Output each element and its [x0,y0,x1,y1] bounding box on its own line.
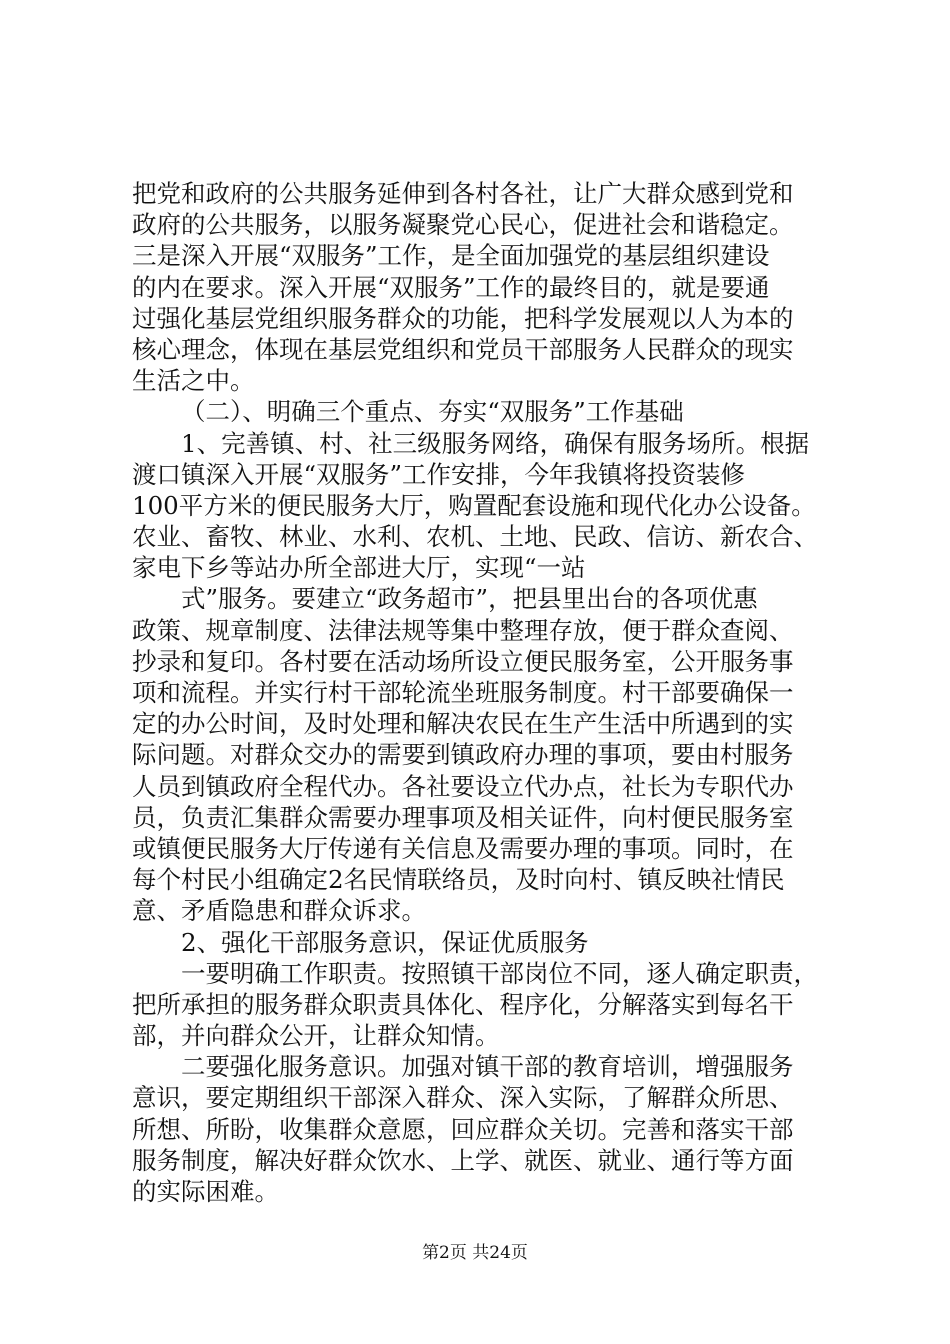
text-line: 渡口镇深入开展“双服务”工作安排，今年我镇将投资装修 [132,459,746,489]
text-line: 员，负责汇集群众需要办理事项及相关证件，向村便民服务室 [132,802,794,832]
text-line: 把党和政府的公共服务延伸到各村各社，让广大群众感到党和 [132,179,794,208]
text-line: 政府的公共服务，以服务凝聚党心民心，促进社会和谐稳定。 [132,210,794,240]
text-line: 一要明确工作职责。按照镇干部岗位不同，逐人确定职责， [181,958,818,988]
text-line: 的实际困难。 [132,1177,279,1206]
text-line: 或镇便民服务大厅传递有关信息及需要办理的事项。同时，在 [132,833,794,863]
text-line: 农业、畜牧、林业、水利、农机、土地、民政、信访、新农合、 [132,522,818,552]
text-line: 际问题。对群众交办的需要到镇政府办理的事项，要由村服务 [132,740,794,770]
text-line: 服务制度，解决好群众饮水、上学、就医、就业、通行等方面 [132,1145,794,1175]
text-line: 二要强化服务意识。加强对镇干部的教育培训，增强服务 [181,1052,794,1082]
text-line: 过强化基层党组织服务群众的功能，把科学发展观以人为本的 [132,303,794,333]
text-line: 定的办公时间，及时处理和解决农民在生产生活中所遇到的实 [132,709,794,739]
text-line: 100平方米的便民服务大厅，购置配套设施和现代化办公设备。 [132,490,816,520]
text-line: 生活之中。 [132,366,255,396]
text-line: 每个村民小组确定2名民情联络员，及时向村、镇反映社情民 [132,865,785,895]
text-line: 意识，要定期组织干部深入群众、深入实际，了解群众所思、 [132,1083,794,1113]
text-line: 把所承担的服务群众职责具体化、程序化，分解落实到每名干 [132,989,794,1019]
page-number-label: 第2页 共24页 [422,1243,528,1263]
text-line: 政策、规章制度、法律法规等集中整理存放，便于群众查阅、 [132,615,794,645]
text-line: 的内在要求。深入开展“双服务”工作的最终目的，就是要通 [132,272,770,302]
text-line: 项和流程。并实行村干部轮流坐班服务制度。村干部要确保一 [132,678,794,707]
text-line: 三是深入开展“双服务”工作，是全面加强党的基层组织建设 [132,241,770,271]
text-line: 2、强化干部服务意识，保证优质服务 [181,927,589,957]
text-line: 人员到镇政府全程代办。各社要设立代办点，社长为专职代办 [132,771,794,801]
text-line: 抄录和复印。各村要在活动场所设立便民服务室，公开服务事 [132,646,794,676]
text-line: 意、矛盾隐患和群众诉求。 [132,896,426,926]
text-line: 家电下乡等站办所全部进大厅，实现“一站 [132,553,586,583]
document-body [132,178,832,1207]
text-line: 核心理念，体现在基层党组织和党员干部服务人民群众的现实 [132,334,794,364]
page-footer [0,1242,950,1264]
text-line: 1、完善镇、村、社三级服务网络，确保有服务场所。根据 [181,428,810,458]
text-line: 式”服务。要建立“政务超市”，把县里出台的各项优惠 [181,584,758,614]
text-line: 部，并向群众公开，让群众知情。 [132,1021,500,1051]
text-line: （二）、明确三个重点、夯实“双服务”工作基础 [181,397,684,427]
text-line: 所想、所盼，收集群众意愿，回应群众关切。完善和落实干部 [132,1114,794,1144]
